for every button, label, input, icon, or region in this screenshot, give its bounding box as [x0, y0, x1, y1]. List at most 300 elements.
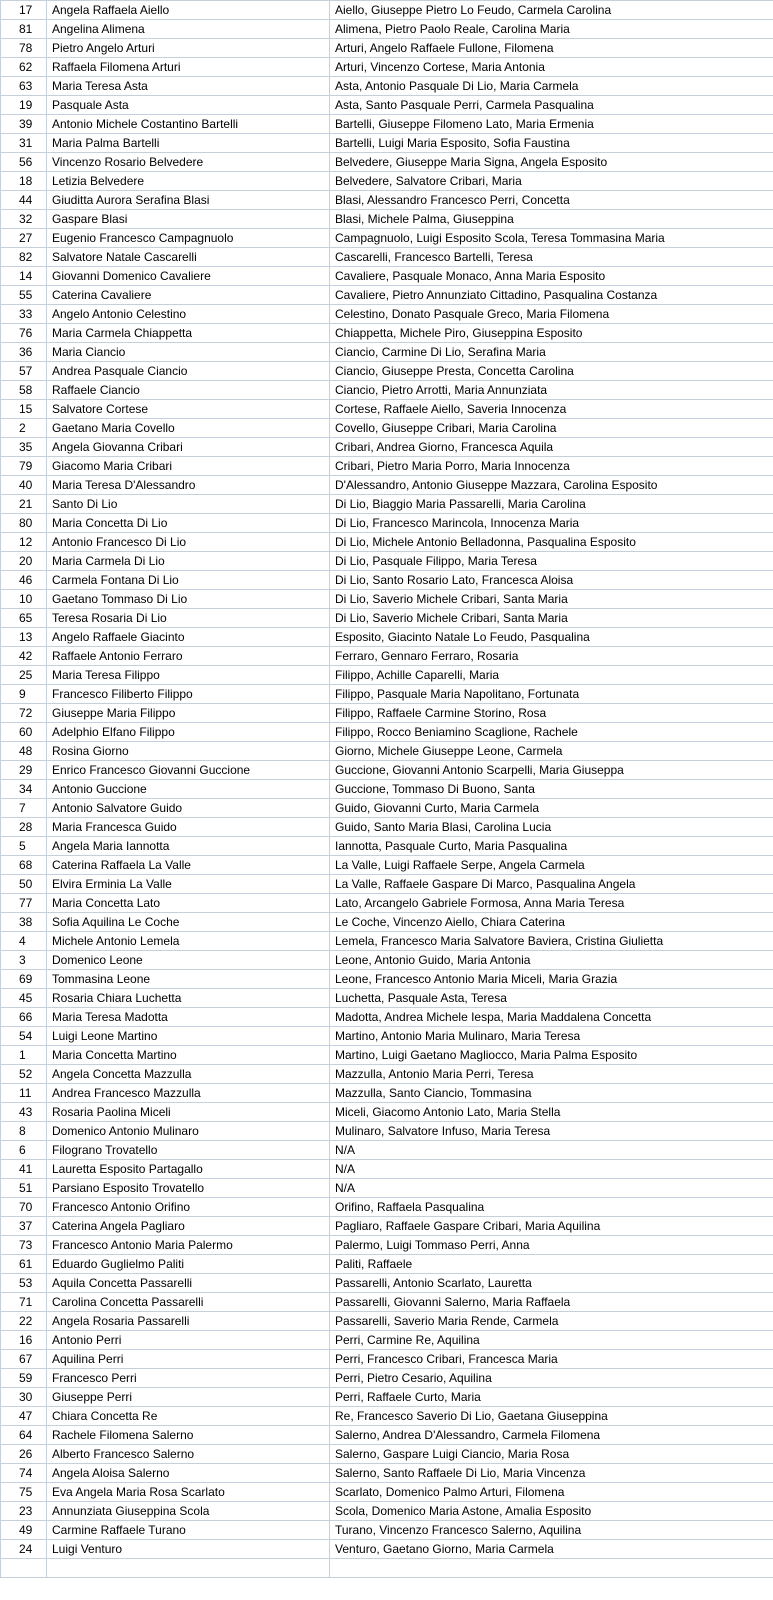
table-row: [1, 305, 773, 324]
table-row: [1, 1331, 773, 1350]
person-name-cell[interactable]: Angela Raffaela Aiello: [47, 1, 330, 20]
parents-cell[interactable]: Di Lio, Saverio Michele Cribari, Santa Maria: [330, 609, 773, 628]
table-row: [1, 77, 773, 96]
table-row: [1, 1141, 773, 1160]
parents-cell[interactable]: Filippo, Rocco Beniamino Scaglione, Rachele: [330, 723, 773, 742]
record-number-cell[interactable]: [1, 1559, 47, 1578]
parents-cell[interactable]: Passarelli, Giovanni Salerno, Maria Raffaela: [330, 1293, 773, 1312]
parents-cell[interactable]: Di Lio, Michele Antonio Belladonna, Pasqualina Esposito: [330, 533, 773, 552]
table-row: [1, 96, 773, 115]
parents-cell[interactable]: Perri, Francesco Cribari, Francesca Maria: [330, 1350, 773, 1369]
parents-cell[interactable]: Cascarelli, Francesco Bartelli, Teresa: [330, 248, 773, 267]
table-row: [1, 533, 773, 552]
person-name-cell[interactable]: Francesco Filiberto Filippo: [47, 685, 330, 704]
record-number-cell[interactable]: 55: [1, 286, 47, 305]
person-name-cell[interactable]: Antonio Guccione: [47, 780, 330, 799]
person-name-cell[interactable]: Antonio Francesco Di Lio: [47, 533, 330, 552]
person-name-cell[interactable]: Lauretta Esposito Partagallo: [47, 1160, 330, 1179]
record-number-cell[interactable]: 16: [1, 1331, 47, 1350]
person-name-cell[interactable]: Domenico Antonio Mulinaro: [47, 1122, 330, 1141]
table-row: [1, 419, 773, 438]
person-name-cell[interactable]: Carmine Raffaele Turano: [47, 1521, 330, 1540]
person-name-cell[interactable]: Angela Rosaria Passarelli: [47, 1312, 330, 1331]
table-row: [1, 1388, 773, 1407]
record-number-cell[interactable]: 61: [1, 1255, 47, 1274]
person-name-cell[interactable]: Pietro Angelo Arturi: [47, 39, 330, 58]
parents-cell[interactable]: Leone, Francesco Antonio Maria Miceli, Maria Grazia: [330, 970, 773, 989]
parents-cell[interactable]: Celestino, Donato Pasquale Greco, Maria Filomena: [330, 305, 773, 324]
parents-cell[interactable]: Ferraro, Gennaro Ferraro, Rosaria: [330, 647, 773, 666]
parents-cell[interactable]: Guido, Santo Maria Blasi, Carolina Lucia: [330, 818, 773, 837]
table-row: [1, 799, 773, 818]
parents-cell[interactable]: Martino, Antonio Maria Mulinaro, Maria Teresa: [330, 1027, 773, 1046]
person-name-cell[interactable]: Rosaria Paolina Miceli: [47, 1103, 330, 1122]
person-name-cell[interactable]: Parsiano Esposito Trovatello: [47, 1179, 330, 1198]
record-number-cell[interactable]: 69: [1, 970, 47, 989]
record-number-cell[interactable]: 3: [1, 951, 47, 970]
person-name-cell[interactable]: Giovanni Domenico Cavaliere: [47, 267, 330, 286]
parents-cell[interactable]: Guccione, Giovanni Antonio Scarpelli, Maria Giuseppa: [330, 761, 773, 780]
person-name-cell[interactable]: Maria Teresa Madotta: [47, 1008, 330, 1027]
person-name-cell[interactable]: Antonio Michele Costantino Bartelli: [47, 115, 330, 134]
parents-cell[interactable]: Ciancio, Pietro Arrotti, Maria Annunziata: [330, 381, 773, 400]
person-name-cell[interactable]: Maria Palma Bartelli: [47, 134, 330, 153]
person-name-cell[interactable]: Luigi Venturo: [47, 1540, 330, 1559]
table-row: [1, 571, 773, 590]
parents-cell[interactable]: Iannotta, Pasquale Curto, Maria Pasqualina: [330, 837, 773, 856]
record-number-cell[interactable]: 37: [1, 1217, 47, 1236]
record-number-cell[interactable]: 58: [1, 381, 47, 400]
parents-cell[interactable]: Asta, Antonio Pasquale Di Lio, Maria Carmela: [330, 77, 773, 96]
record-number-cell[interactable]: 80: [1, 514, 47, 533]
table-row: [1, 134, 773, 153]
table-row: [1, 1293, 773, 1312]
parents-cell[interactable]: Passarelli, Antonio Scarlato, Lauretta: [330, 1274, 773, 1293]
table-row: [1, 1407, 773, 1426]
person-name-cell[interactable]: Aquilina Perri: [47, 1350, 330, 1369]
table-row: [1, 153, 773, 172]
parents-cell[interactable]: Blasi, Alessandro Francesco Perri, Concetta: [330, 191, 773, 210]
person-name-cell[interactable]: Gaetano Tommaso Di Lio: [47, 590, 330, 609]
person-name-cell[interactable]: Filograno Trovatello: [47, 1141, 330, 1160]
record-number-cell[interactable]: 38: [1, 913, 47, 932]
table-row: [1, 495, 773, 514]
parents-cell[interactable]: Di Lio, Pasquale Filippo, Maria Teresa: [330, 552, 773, 571]
person-name-cell[interactable]: Gaetano Maria Covello: [47, 419, 330, 438]
table-row: [1, 20, 773, 39]
person-name-cell[interactable]: Gaspare Blasi: [47, 210, 330, 229]
record-number-cell[interactable]: 49: [1, 1521, 47, 1540]
record-number-cell[interactable]: 66: [1, 1008, 47, 1027]
record-number-cell[interactable]: 4: [1, 932, 47, 951]
record-number-cell[interactable]: 59: [1, 1369, 47, 1388]
person-name-cell[interactable]: Giacomo Maria Cribari: [47, 457, 330, 476]
record-number-cell[interactable]: 44: [1, 191, 47, 210]
person-name-cell[interactable]: Rosina Giorno: [47, 742, 330, 761]
person-name-cell[interactable]: Santo Di Lio: [47, 495, 330, 514]
person-name-cell[interactable]: Pasquale Asta: [47, 96, 330, 115]
table-row: [1, 1198, 773, 1217]
record-number-cell[interactable]: 75: [1, 1483, 47, 1502]
person-name-cell[interactable]: Caterina Raffaela La Valle: [47, 856, 330, 875]
record-number-cell[interactable]: 43: [1, 1103, 47, 1122]
record-number-cell[interactable]: 76: [1, 324, 47, 343]
table-row: [1, 1217, 773, 1236]
parents-cell[interactable]: Aiello, Giuseppe Pietro Lo Feudo, Carmela Carolina: [330, 1, 773, 20]
record-number-cell[interactable]: 27: [1, 229, 47, 248]
parents-cell[interactable]: Passarelli, Saverio Maria Rende, Carmela: [330, 1312, 773, 1331]
record-number-cell[interactable]: 12: [1, 533, 47, 552]
parents-cell[interactable]: [330, 1559, 773, 1578]
record-number-cell[interactable]: 31: [1, 134, 47, 153]
parents-cell[interactable]: Bartelli, Giuseppe Filomeno Lato, Maria Ermenia: [330, 115, 773, 134]
parents-cell[interactable]: Cavaliere, Pasquale Monaco, Anna Maria Esposito: [330, 267, 773, 286]
person-name-cell[interactable]: Adelphio Elfano Filippo: [47, 723, 330, 742]
parents-cell[interactable]: Re, Francesco Saverio Di Lio, Gaetana Giuseppina: [330, 1407, 773, 1426]
parents-cell[interactable]: Filippo, Pasquale Maria Napolitano, Fortunata: [330, 685, 773, 704]
person-name-cell[interactable]: Maria Carmela Di Lio: [47, 552, 330, 571]
record-number-cell[interactable]: 26: [1, 1445, 47, 1464]
person-name-cell[interactable]: Elvira Erminia La Valle: [47, 875, 330, 894]
record-number-cell[interactable]: 30: [1, 1388, 47, 1407]
parents-cell[interactable]: La Valle, Luigi Raffaele Serpe, Angela Carmela: [330, 856, 773, 875]
parents-cell[interactable]: Mazzulla, Antonio Maria Perri, Teresa: [330, 1065, 773, 1084]
parents-cell[interactable]: Guccione, Tommaso Di Buono, Santa: [330, 780, 773, 799]
person-name-cell[interactable]: Maria Concetta Di Lio: [47, 514, 330, 533]
parents-cell[interactable]: Di Lio, Biaggio Maria Passarelli, Maria Carolina: [330, 495, 773, 514]
person-name-cell[interactable]: Francesco Perri: [47, 1369, 330, 1388]
table-row: [1, 552, 773, 571]
person-name-cell[interactable]: Giuditta Aurora Serafina Blasi: [47, 191, 330, 210]
person-name-cell[interactable]: Eugenio Francesco Campagnuolo: [47, 229, 330, 248]
parents-cell[interactable]: Giorno, Michele Giuseppe Leone, Carmela: [330, 742, 773, 761]
record-number-cell[interactable]: 82: [1, 248, 47, 267]
person-name-cell[interactable]: Sofia Aquilina Le Coche: [47, 913, 330, 932]
record-number-cell[interactable]: 14: [1, 267, 47, 286]
person-name-cell[interactable]: Maria Ciancio: [47, 343, 330, 362]
record-number-cell[interactable]: 11: [1, 1084, 47, 1103]
person-name-cell[interactable]: Aquila Concetta Passarelli: [47, 1274, 330, 1293]
parents-cell[interactable]: Perri, Carmine Re, Aquilina: [330, 1331, 773, 1350]
record-number-cell[interactable]: 33: [1, 305, 47, 324]
parents-cell[interactable]: Le Coche, Vincenzo Aiello, Chiara Caterina: [330, 913, 773, 932]
parents-cell[interactable]: Cribari, Pietro Maria Porro, Maria Innocenza: [330, 457, 773, 476]
parents-cell[interactable]: Martino, Luigi Gaetano Magliocco, Maria Palma Esposito: [330, 1046, 773, 1065]
record-number-cell[interactable]: 22: [1, 1312, 47, 1331]
person-name-cell[interactable]: Angela Aloisa Salerno: [47, 1464, 330, 1483]
table-row: [1, 1483, 773, 1502]
record-number-cell[interactable]: 73: [1, 1236, 47, 1255]
parents-cell[interactable]: N/A: [330, 1179, 773, 1198]
record-number-cell[interactable]: 57: [1, 362, 47, 381]
person-name-cell[interactable]: Carmela Fontana Di Lio: [47, 571, 330, 590]
parents-cell[interactable]: Guido, Giovanni Curto, Maria Carmela: [330, 799, 773, 818]
record-number-cell[interactable]: 29: [1, 761, 47, 780]
table-row: [1, 438, 773, 457]
person-name-cell[interactable]: Caterina Angela Pagliaro: [47, 1217, 330, 1236]
record-number-cell[interactable]: 1: [1, 1046, 47, 1065]
table-row: [1, 761, 773, 780]
parents-cell[interactable]: Perri, Pietro Cesario, Aquilina: [330, 1369, 773, 1388]
person-name-cell[interactable]: Enrico Francesco Giovanni Guccione: [47, 761, 330, 780]
person-name-cell[interactable]: Francesco Antonio Orifino: [47, 1198, 330, 1217]
person-name-cell[interactable]: Rachele Filomena Salerno: [47, 1426, 330, 1445]
parents-cell[interactable]: La Valle, Raffaele Gaspare Di Marco, Pasqualina Angela: [330, 875, 773, 894]
person-name-cell[interactable]: Maria Carmela Chiappetta: [47, 324, 330, 343]
parents-cell[interactable]: Blasi, Michele Palma, Giuseppina: [330, 210, 773, 229]
record-number-cell[interactable]: 36: [1, 343, 47, 362]
person-name-cell[interactable]: Andrea Pasquale Ciancio: [47, 362, 330, 381]
table-row: [1, 704, 773, 723]
record-number-cell[interactable]: 79: [1, 457, 47, 476]
record-number-cell[interactable]: 7: [1, 799, 47, 818]
parents-cell[interactable]: Pagliaro, Raffaele Gaspare Cribari, Maria Aquilina: [330, 1217, 773, 1236]
table-row: [1, 723, 773, 742]
person-name-cell[interactable]: Carolina Concetta Passarelli: [47, 1293, 330, 1312]
record-number-cell[interactable]: 41: [1, 1160, 47, 1179]
record-number-cell[interactable]: 39: [1, 115, 47, 134]
person-name-cell[interactable]: Eva Angela Maria Rosa Scarlato: [47, 1483, 330, 1502]
person-name-cell[interactable]: [47, 1559, 330, 1578]
record-number-cell[interactable]: 74: [1, 1464, 47, 1483]
parents-cell[interactable]: Belvedere, Salvatore Cribari, Maria: [330, 172, 773, 191]
parents-cell[interactable]: Arturi, Angelo Raffaele Fullone, Filomena: [330, 39, 773, 58]
record-number-cell[interactable]: 19: [1, 96, 47, 115]
table-row: [1, 1084, 773, 1103]
parents-cell[interactable]: Scarlato, Domenico Palmo Arturi, Filomena: [330, 1483, 773, 1502]
record-number-cell[interactable]: 25: [1, 666, 47, 685]
person-name-cell[interactable]: Raffaele Antonio Ferraro: [47, 647, 330, 666]
record-number-cell[interactable]: 62: [1, 58, 47, 77]
parents-cell[interactable]: Ciancio, Carmine Di Lio, Serafina Maria: [330, 343, 773, 362]
parents-cell[interactable]: Lemela, Francesco Maria Salvatore Baviera, Cristina Giulietta: [330, 932, 773, 951]
table-row: [1, 875, 773, 894]
person-name-cell[interactable]: Luigi Leone Martino: [47, 1027, 330, 1046]
record-number-cell[interactable]: 50: [1, 875, 47, 894]
person-name-cell[interactable]: Alberto Francesco Salerno: [47, 1445, 330, 1464]
table-row: [1, 970, 773, 989]
record-number-cell[interactable]: 28: [1, 818, 47, 837]
table-row: [1, 172, 773, 191]
record-number-cell[interactable]: 67: [1, 1350, 47, 1369]
table-row: [1, 476, 773, 495]
record-number-cell[interactable]: 77: [1, 894, 47, 913]
person-name-cell[interactable]: Maria Francesca Guido: [47, 818, 330, 837]
person-name-cell[interactable]: Maria Concetta Martino: [47, 1046, 330, 1065]
parents-cell[interactable]: Chiappetta, Michele Piro, Giuseppina Esposito: [330, 324, 773, 343]
table-row: [1, 58, 773, 77]
parents-cell[interactable]: Cortese, Raffaele Aiello, Saveria Innocenza: [330, 400, 773, 419]
parents-cell[interactable]: Paliti, Raffaele: [330, 1255, 773, 1274]
table-row: [1, 1027, 773, 1046]
table-row: [1, 39, 773, 58]
parents-cell[interactable]: Salerno, Gaspare Luigi Ciancio, Maria Rosa: [330, 1445, 773, 1464]
person-name-cell[interactable]: Letizia Belvedere: [47, 172, 330, 191]
record-number-cell[interactable]: 2: [1, 419, 47, 438]
person-name-cell[interactable]: Salvatore Cortese: [47, 400, 330, 419]
parents-cell[interactable]: Bartelli, Luigi Maria Esposito, Sofia Faustina: [330, 134, 773, 153]
parents-cell[interactable]: Luchetta, Pasquale Asta, Teresa: [330, 989, 773, 1008]
table-row: [1, 1236, 773, 1255]
table-body: [1, 1, 773, 1578]
record-number-cell[interactable]: 65: [1, 609, 47, 628]
person-name-cell[interactable]: Raffaele Ciancio: [47, 381, 330, 400]
parents-cell[interactable]: Di Lio, Francesco Marincola, Innocenza Maria: [330, 514, 773, 533]
table-row: [1, 685, 773, 704]
parents-cell[interactable]: Salerno, Santo Raffaele Di Lio, Maria Vincenza: [330, 1464, 773, 1483]
table-row: [1, 609, 773, 628]
parents-cell[interactable]: Cribari, Andrea Giorno, Francesca Aquila: [330, 438, 773, 457]
record-number-cell[interactable]: 17: [1, 1, 47, 20]
record-number-cell[interactable]: 21: [1, 495, 47, 514]
parents-cell[interactable]: Madotta, Andrea Michele Iespa, Maria Maddalena Concetta: [330, 1008, 773, 1027]
table-row: [1, 1312, 773, 1331]
person-name-cell[interactable]: Domenico Leone: [47, 951, 330, 970]
parents-cell[interactable]: Mazzulla, Santo Ciancio, Tommasina: [330, 1084, 773, 1103]
person-name-cell[interactable]: Antonio Perri: [47, 1331, 330, 1350]
parents-cell[interactable]: Arturi, Vincenzo Cortese, Maria Antonia: [330, 58, 773, 77]
parents-cell[interactable]: Salerno, Andrea D'Alessandro, Carmela Filomena: [330, 1426, 773, 1445]
parents-cell[interactable]: Campagnuolo, Luigi Esposito Scola, Teresa Tommasina Maria: [330, 229, 773, 248]
record-number-cell[interactable]: 71: [1, 1293, 47, 1312]
record-number-cell[interactable]: 52: [1, 1065, 47, 1084]
table-row: [1, 457, 773, 476]
record-number-cell[interactable]: 35: [1, 438, 47, 457]
table-row: [1, 1502, 773, 1521]
person-name-cell[interactable]: Giuseppe Maria Filippo: [47, 704, 330, 723]
parents-cell[interactable]: N/A: [330, 1141, 773, 1160]
parents-cell[interactable]: Esposito, Giacinto Natale Lo Feudo, Pasqualina: [330, 628, 773, 647]
parents-cell[interactable]: Venturo, Gaetano Giorno, Maria Carmela: [330, 1540, 773, 1559]
table-row: [1, 913, 773, 932]
record-number-cell[interactable]: 23: [1, 1502, 47, 1521]
record-number-cell[interactable]: 8: [1, 1122, 47, 1141]
person-name-cell[interactable]: Angela Giovanna Cribari: [47, 438, 330, 457]
parents-cell[interactable]: Di Lio, Saverio Michele Cribari, Santa Maria: [330, 590, 773, 609]
record-number-cell[interactable]: 24: [1, 1540, 47, 1559]
parents-cell[interactable]: Asta, Santo Pasquale Perri, Carmela Pasqualina: [330, 96, 773, 115]
table-row: [1, 894, 773, 913]
record-number-cell[interactable]: 45: [1, 989, 47, 1008]
parents-cell[interactable]: Belvedere, Giuseppe Maria Signa, Angela Esposito: [330, 153, 773, 172]
person-name-cell[interactable]: Maria Concetta Lato: [47, 894, 330, 913]
record-number-cell[interactable]: 34: [1, 780, 47, 799]
person-name-cell[interactable]: Antonio Salvatore Guido: [47, 799, 330, 818]
person-name-cell[interactable]: Rosaria Chiara Luchetta: [47, 989, 330, 1008]
record-number-cell[interactable]: 81: [1, 20, 47, 39]
record-number-cell[interactable]: 70: [1, 1198, 47, 1217]
record-number-cell[interactable]: 47: [1, 1407, 47, 1426]
record-number-cell[interactable]: 18: [1, 172, 47, 191]
person-name-cell[interactable]: Angela Maria Iannotta: [47, 837, 330, 856]
person-name-cell[interactable]: Michele Antonio Lemela: [47, 932, 330, 951]
person-name-cell[interactable]: Annunziata Giuseppina Scola: [47, 1502, 330, 1521]
record-number-cell[interactable]: 9: [1, 685, 47, 704]
person-name-cell[interactable]: Francesco Antonio Maria Palermo: [47, 1236, 330, 1255]
table-row: [1, 1160, 773, 1179]
table-row: [1, 248, 773, 267]
parents-cell[interactable]: Palermo, Luigi Tommaso Perri, Anna: [330, 1236, 773, 1255]
table-row: [1, 1, 773, 20]
record-number-cell[interactable]: 32: [1, 210, 47, 229]
record-number-cell[interactable]: 10: [1, 590, 47, 609]
record-number-cell[interactable]: 72: [1, 704, 47, 723]
person-name-cell[interactable]: Angelo Raffaele Giacinto: [47, 628, 330, 647]
person-name-cell[interactable]: Caterina Cavaliere: [47, 286, 330, 305]
table-row: [1, 780, 773, 799]
person-name-cell[interactable]: Eduardo Guglielmo Paliti: [47, 1255, 330, 1274]
record-number-cell[interactable]: 51: [1, 1179, 47, 1198]
person-name-cell[interactable]: Andrea Francesco Mazzulla: [47, 1084, 330, 1103]
person-name-cell[interactable]: Angela Concetta Mazzulla: [47, 1065, 330, 1084]
person-name-cell[interactable]: Tommasina Leone: [47, 970, 330, 989]
record-number-cell[interactable]: 42: [1, 647, 47, 666]
record-number-cell[interactable]: 6: [1, 1141, 47, 1160]
person-name-cell[interactable]: Vincenzo Rosario Belvedere: [47, 153, 330, 172]
parents-cell[interactable]: Scola, Domenico Maria Astone, Amalia Esposito: [330, 1502, 773, 1521]
parents-cell[interactable]: Filippo, Achille Caparelli, Maria: [330, 666, 773, 685]
table-row: [1, 229, 773, 248]
parents-cell[interactable]: Ciancio, Giuseppe Presta, Concetta Carolina: [330, 362, 773, 381]
record-number-cell[interactable]: 68: [1, 856, 47, 875]
person-name-cell[interactable]: Angelina Alimena: [47, 20, 330, 39]
person-name-cell[interactable]: Giuseppe Perri: [47, 1388, 330, 1407]
parents-cell[interactable]: Mulinaro, Salvatore Infuso, Maria Teresa: [330, 1122, 773, 1141]
parents-cell[interactable]: Covello, Giuseppe Cribari, Maria Carolina: [330, 419, 773, 438]
parents-cell[interactable]: Orifino, Raffaela Pasqualina: [330, 1198, 773, 1217]
record-number-cell[interactable]: 60: [1, 723, 47, 742]
table-row: [1, 191, 773, 210]
table-row: [1, 343, 773, 362]
record-number-cell[interactable]: 15: [1, 400, 47, 419]
person-name-cell[interactable]: Maria Teresa D'Alessandro: [47, 476, 330, 495]
parents-cell[interactable]: Perri, Raffaele Curto, Maria: [330, 1388, 773, 1407]
parents-cell[interactable]: N/A: [330, 1160, 773, 1179]
person-name-cell[interactable]: Raffaela Filomena Arturi: [47, 58, 330, 77]
person-name-cell[interactable]: Maria Teresa Asta: [47, 77, 330, 96]
person-name-cell[interactable]: Angelo Antonio Celestino: [47, 305, 330, 324]
record-number-cell[interactable]: 53: [1, 1274, 47, 1293]
record-number-cell[interactable]: 56: [1, 153, 47, 172]
parents-cell[interactable]: Leone, Antonio Guido, Maria Antonia: [330, 951, 773, 970]
person-name-cell[interactable]: Salvatore Natale Cascarelli: [47, 248, 330, 267]
table-row: [1, 1103, 773, 1122]
record-number-cell[interactable]: 64: [1, 1426, 47, 1445]
record-number-cell[interactable]: 46: [1, 571, 47, 590]
record-number-cell[interactable]: 54: [1, 1027, 47, 1046]
parents-cell[interactable]: Turano, Vincenzo Francesco Salerno, Aquilina: [330, 1521, 773, 1540]
table-row: [1, 1274, 773, 1293]
parents-cell[interactable]: Filippo, Raffaele Carmine Storino, Rosa: [330, 704, 773, 723]
record-number-cell[interactable]: 40: [1, 476, 47, 495]
record-number-cell[interactable]: 5: [1, 837, 47, 856]
person-name-cell[interactable]: Teresa Rosaria Di Lio: [47, 609, 330, 628]
record-number-cell[interactable]: 78: [1, 39, 47, 58]
record-number-cell[interactable]: 63: [1, 77, 47, 96]
parents-cell[interactable]: D'Alessandro, Antonio Giuseppe Mazzara, Carolina Esposito: [330, 476, 773, 495]
person-name-cell[interactable]: Chiara Concetta Re: [47, 1407, 330, 1426]
table-row: [1, 856, 773, 875]
record-number-cell[interactable]: 48: [1, 742, 47, 761]
parents-cell[interactable]: Lato, Arcangelo Gabriele Formosa, Anna Maria Teresa: [330, 894, 773, 913]
person-name-cell[interactable]: Maria Teresa Filippo: [47, 666, 330, 685]
record-number-cell[interactable]: 13: [1, 628, 47, 647]
parents-cell[interactable]: Miceli, Giacomo Antonio Lato, Maria Stella: [330, 1103, 773, 1122]
parents-cell[interactable]: Cavaliere, Pietro Annunziato Cittadino, Pasqualina Costanza: [330, 286, 773, 305]
record-number-cell[interactable]: 20: [1, 552, 47, 571]
parents-cell[interactable]: Di Lio, Santo Rosario Lato, Francesca Aloisa: [330, 571, 773, 590]
parents-cell[interactable]: Alimena, Pietro Paolo Reale, Carolina Maria: [330, 20, 773, 39]
